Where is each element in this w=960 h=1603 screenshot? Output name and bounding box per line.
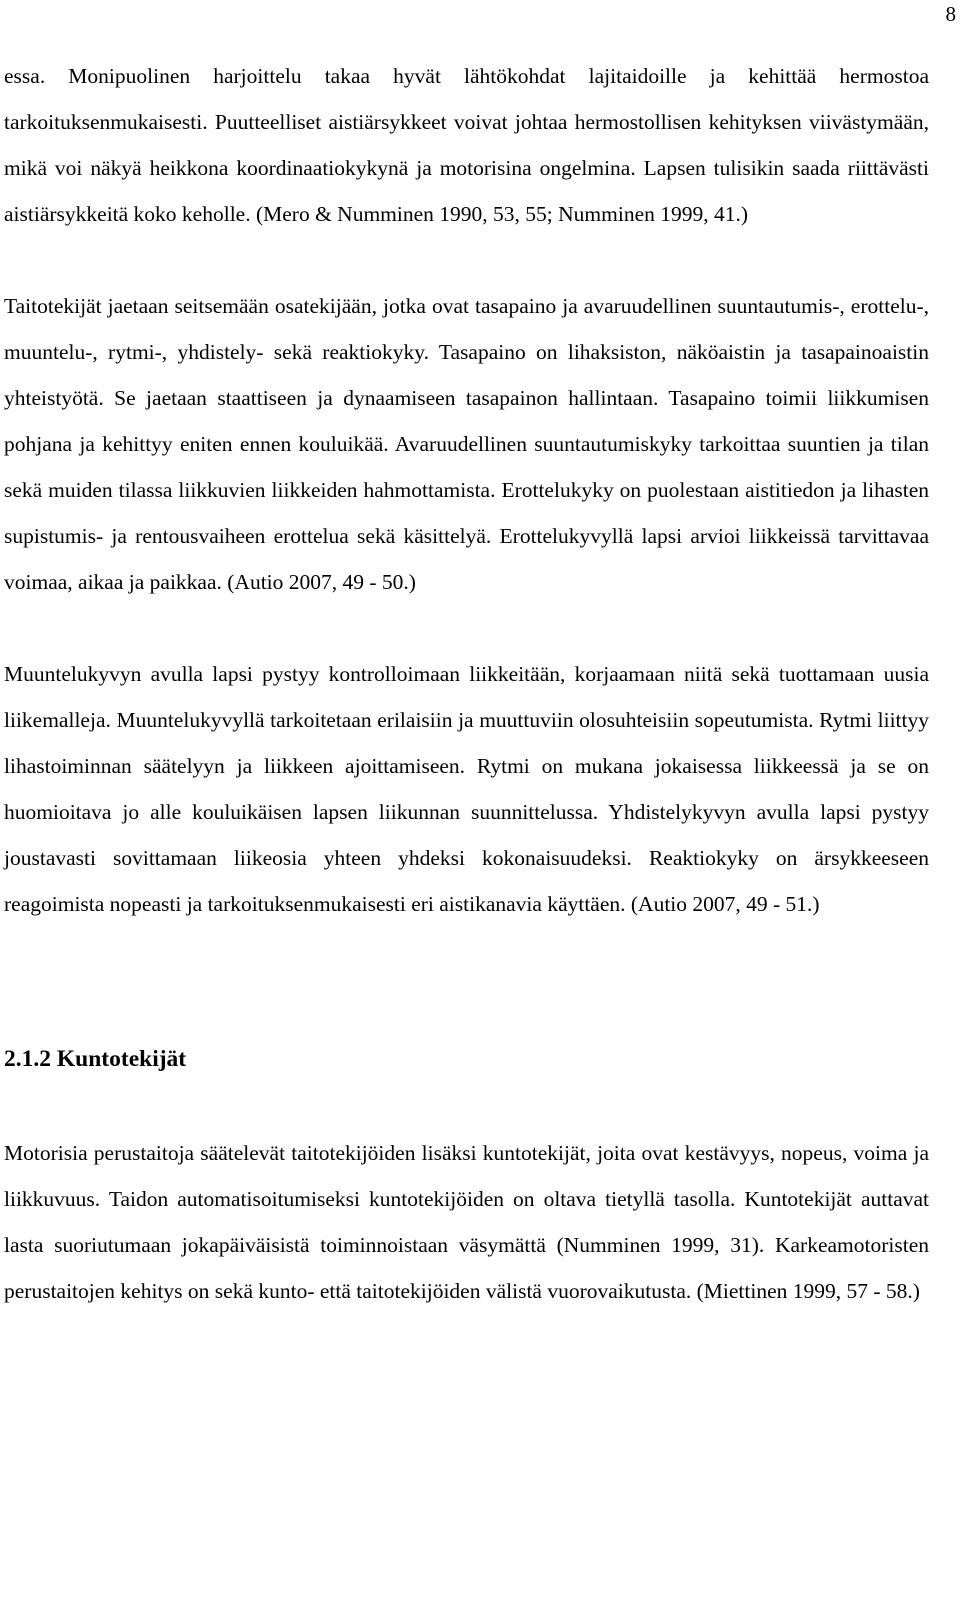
paragraph-fitness-factors: Motorisia perustaitoja säätelevät taitotekijöiden lisäksi kuntotekijät, joita ovat kestävyys, nopeus, voima ja liikkuvuus. Taidon automatisoitumiseksi kuntotekijöiden on oltava tietyllä tasolla. Kuntotekijät auttavat lasta suoriutumaan jokapäiväisistä toiminnoistaan väsymättä (Numminen 1999, 31). Karkeamotoristen perustaitojen kehitys on sekä kunto- että taitotekijöiden välistä vuorovaikutusta. (Miettinen 1999, 57 - 58.) xyxy=(4,1141,929,1303)
paragraph-sensory: essa. Monipuolinen harjoittelu takaa hyvät lähtökohdat lajitaidoille ja kehittää hermostoa tarkoituksenmukaisesti. Puutteelliset aistiärsykkeet voivat johtaa hermostollisen kehityksen viivästymään, mikä voi näkyä heikkona koordinaatiokykynä ja motorisina ongelmina. Lapsen tulisikin saada riittävästi aistiärsykkeitä koko keholle. (Mero & Numminen 1990, 53, 55; Numminen 1999, 41.) xyxy=(4,64,929,226)
section-heading: 2.1.2 Kuntotekijät xyxy=(4,1046,187,1072)
paragraph-skill-factors: Taitotekijät jaetaan seitsemään osatekijään, jotka ovat tasapaino ja avaruudellinen suuntautumis-, erottelu-, muuntelu-, rytmi-, yhdistely- sekä reaktiokyky. Tasapaino on lihaksiston, näköaistin ja tasapainoaistin yhteistyötä. Se jaetaan staattiseen ja dynaamiseen tasapainon hallintaan. Tasapaino toimii liikkumisen pohjana ja kehittyy eniten ennen kouluikää. Avaruudellinen suuntautumiskyky tarkoittaa suuntien ja tilan sekä muiden tilassa liikkuvien liikkeiden hahmottamista. Erottelukyky on puolestaan aistitiedon ja lihasten supistumis- ja rentousvaiheen erottelua sekä käsittelyä. Erottelukyvyllä lapsi arvioi liikkeissä tarvittavaa voimaa, aikaa ja paikkaa. (Autio 2007, 49 - 50.) xyxy=(4,294,929,594)
paragraph-adaptation: Muuntelukyvyn avulla lapsi pystyy kontrolloimaan liikkeitään, korjaamaan niitä sekä tuottamaan uusia liikemalleja. Muuntelukyvyllä tarkoitetaan erilaisiin ja muuttuviin olosuhteisiin sopeutumista. Rytmi liittyy lihastoiminnan säätelyyn ja liikkeen ajoittamiseen. Rytmi on mukana jokaisessa liikkeessä ja se on huomioitava jo alle kouluikäisen lapsen liikunnan suunnittelussa. Yhdistelykyvyn avulla lapsi pystyy joustavasti sovittamaan liikeosia yhteen yhdeksi kokonaisuudeksi. Reaktiokyky on ärsykkeeseen reagoimista nopeasti ja tarkoituksenmukaisesti eri aistikanavia käyttäen. (Autio 2007, 49 - 51.) xyxy=(4,662,929,916)
page-number: 8 xyxy=(945,2,956,26)
document-body xyxy=(4,53,929,1314)
